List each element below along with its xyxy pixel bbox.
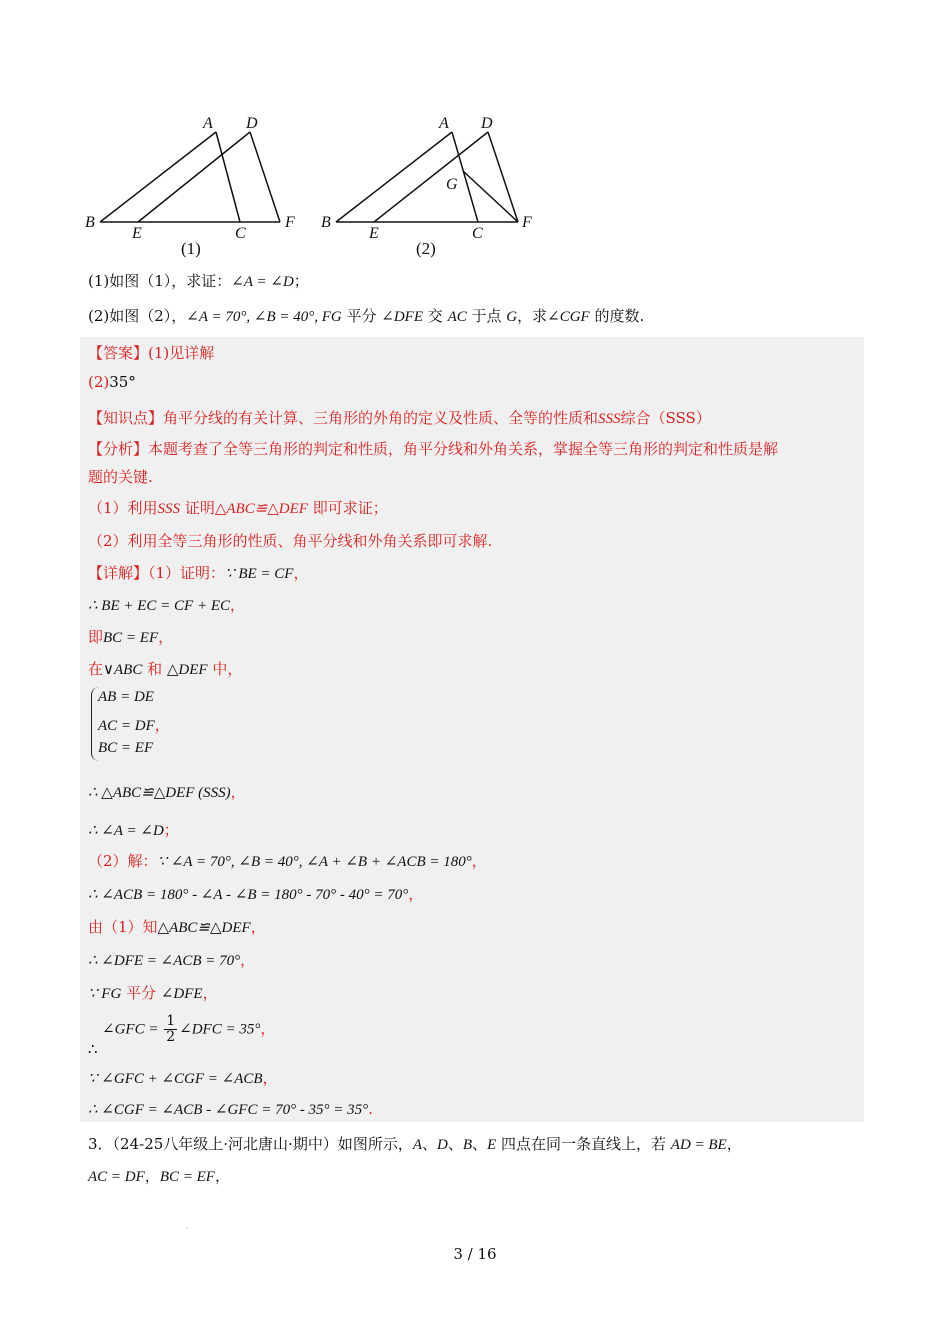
next-q-sep: ， <box>144 1167 160 1185</box>
fig2-segment-BA <box>336 132 452 222</box>
part2-exterior-angle: ∵ ∠GFC + ∠CGF = ∠ACB <box>88 1071 263 1087</box>
next-q-sep: 、 <box>447 1135 463 1153</box>
part2-dfe: ∴ ∠DFE = ∠ACB = 70° <box>88 953 241 969</box>
part2-given: ∵ ∠A = 70°, ∠B = 40°, ∠A + ∠B + ∠ACB = 180° <box>157 854 472 870</box>
part2-l6-tail: ， <box>260 1019 276 1038</box>
detail-l3-tail: 中， <box>207 660 243 678</box>
detail-line-2 <box>88 626 173 647</box>
detail-comma: ， <box>293 564 309 582</box>
part2-l4-tail: ， <box>240 951 256 969</box>
q2-text: 的度数. <box>589 307 645 325</box>
next-q-point-b: B <box>462 1137 473 1153</box>
part2-bisects: 平分 <box>121 984 161 1002</box>
part2-line-7 <box>88 1067 278 1088</box>
fig1-segment-BA <box>100 132 216 222</box>
part2-line-8 <box>88 1100 373 1119</box>
knowledge-tail: 综合（SSS） <box>620 409 711 427</box>
part2-fg: ∵ FG <box>88 986 122 1002</box>
q2-text: 于点 <box>466 307 507 325</box>
q1-suffix: ； <box>293 272 309 290</box>
part2-line-5 <box>88 982 218 1003</box>
step1-congruence: △ABC≌△DEF <box>214 501 308 517</box>
fig2-label-B: B <box>321 214 331 231</box>
analysis-line-1: 【分析】本题考查了全等三角形的判定和性质，角平分线和外角关系，掌握全等三角形的判定和性质是解 <box>88 440 779 458</box>
q1-prefix: (1)如图（1），求证： <box>88 272 232 290</box>
part2-prefix: （2）解： <box>88 852 158 870</box>
fig1-label-A: A <box>203 115 213 132</box>
next-q-sep: 、 <box>472 1135 488 1153</box>
fig1-label-E: E <box>132 225 142 242</box>
answer-part2-label: (2) <box>88 373 110 391</box>
geometry-figures <box>80 108 560 268</box>
analysis-line-2: 题的关键. <box>88 468 153 486</box>
q2-angle-dfe: ∠DFE <box>381 309 424 325</box>
fraction-numerator: 1 <box>166 1013 176 1029</box>
detail-l4-math: ∴ △ABC≌△DEF (SSS) <box>88 785 231 801</box>
next-q-point-d: D <box>437 1137 448 1153</box>
fig1-caption: (1) <box>181 239 201 258</box>
detail-l2-prefix: 即 <box>88 628 104 646</box>
next-q-mid: 四点在同一条直线上，若 <box>496 1135 671 1153</box>
detail-l2-tail: ， <box>158 628 174 646</box>
part2-line-4 <box>88 949 255 970</box>
fig1-segment-ED <box>138 132 250 222</box>
next-question-line-1 <box>88 1133 742 1154</box>
knowledge-sss: SSS <box>598 411 621 427</box>
fig2-label-F: F <box>522 214 532 231</box>
next-q-tail: ， <box>726 1135 742 1153</box>
detail-l4-tail: ， <box>230 783 246 801</box>
analysis-step-1 <box>88 497 388 518</box>
answer-part2-value: 35° <box>109 373 136 391</box>
part2-l3-tail: ， <box>250 918 266 936</box>
part2-acb-calc: ∴ ∠ACB = 180° - ∠A - ∠B = 180° - 70° - 40° = 70° <box>88 887 409 903</box>
part2-l5-tail: ， <box>202 984 218 1002</box>
part2-line-3 <box>88 916 266 937</box>
fig2-caption: (2) <box>416 239 436 258</box>
detail-given: ∵ BE = CF <box>225 566 294 582</box>
figure-1 <box>100 132 280 222</box>
next-q-prefix: 3．（24-25八年级上·河北唐山·期中）如图所示， <box>88 1135 413 1153</box>
part2-gfc: ∠GFC = <box>102 1021 163 1038</box>
question-part-2 <box>88 305 644 326</box>
part2-l3-congruence: △ABC≌△DEF <box>157 920 251 936</box>
fig2-label-D: D <box>481 115 493 132</box>
system-eq-1: AB = DE <box>98 689 154 705</box>
detail-l3-triangle-abc: ∨ABC <box>103 662 143 678</box>
detail-l3-prefix: 在 <box>88 660 104 678</box>
part2-line-1 <box>88 850 487 871</box>
next-q-sep: 、 <box>422 1135 438 1153</box>
part2-l7-tail: ， <box>262 1069 278 1087</box>
part2-line-6 <box>102 1014 275 1045</box>
therefore-symbol: ∴ <box>88 1040 98 1058</box>
fig2-label-A: A <box>439 115 449 132</box>
detail-line-0 <box>88 562 308 583</box>
detail-line-1 <box>88 594 245 615</box>
fig2-label-G: G <box>446 176 458 193</box>
step1-prefix: （1）利用 <box>88 499 158 517</box>
q1-math: ∠A = ∠D <box>231 274 294 290</box>
q2-text: ，求 <box>517 307 548 325</box>
next-q-ad-be: AD = BE <box>670 1137 727 1153</box>
fraction-denominator: 2 <box>166 1029 176 1045</box>
detail-l5-math: ∴ ∠A = ∠D <box>88 823 164 839</box>
detail-l3-mid: 和 <box>142 660 167 678</box>
q2-given-angles: ∠A = 70°, ∠B = 40°, FG <box>186 309 342 325</box>
next-q-point-e: E <box>487 1137 497 1153</box>
next-q-bc-ef: BC = EF <box>159 1169 215 1185</box>
step1-sss: SSS <box>157 501 181 517</box>
fig1-label-B: B <box>85 214 95 231</box>
fig1-label-F: F <box>285 214 295 231</box>
answer-part-2 <box>88 373 136 391</box>
detail-l2-math: BC = EF <box>103 630 159 646</box>
part2-l2-tail: ， <box>408 885 424 903</box>
fig2-label-C: C <box>472 225 483 242</box>
fig1-segment-DF <box>250 132 280 222</box>
q2-angle-cgf: ∠CGF <box>547 309 590 325</box>
detail-l3-triangle-def: △DEF <box>166 662 208 678</box>
answer-label: 【答案】(1)见详解 <box>88 344 215 362</box>
step1-suffix: 即可求证； <box>307 499 388 517</box>
fig1-label-C: C <box>235 225 246 242</box>
system-eq-2-math: AC = DF <box>98 718 155 734</box>
fig2-segment-ED <box>374 132 488 222</box>
fig2-label-E: E <box>369 225 379 242</box>
half-fraction <box>164 1014 177 1045</box>
system-eq-2 <box>98 714 170 735</box>
scan-dot: · <box>186 1224 189 1233</box>
q2-prefix: (2)如图（2）， <box>88 307 187 325</box>
q2-text: 平分 <box>341 307 382 325</box>
knowledge-points <box>88 407 711 428</box>
detail-l1-math: ∴ BE + EC = CF + EC <box>88 598 230 614</box>
part2-l3-prefix: 由（1）知 <box>88 918 158 936</box>
q2-point-g: G <box>506 309 518 325</box>
detail-line-5 <box>88 819 179 840</box>
q2-segment-ac: AC <box>447 309 467 325</box>
next-q-ac-df: AC = DF <box>88 1169 145 1185</box>
fig1-label-D: D <box>246 115 258 132</box>
analysis-step-2: （2）利用全等三角形的性质、角平分线和外角关系即可求解. <box>88 532 493 550</box>
part2-line-2 <box>88 883 423 904</box>
next-q-point-a: A <box>412 1137 422 1153</box>
part2-tail: ， <box>471 852 487 870</box>
figure-2 <box>336 132 518 222</box>
detail-label: 【详解】（1）证明： <box>88 564 226 582</box>
fig1-segment-AC <box>216 132 240 222</box>
part2-angle-dfe: ∠DFE <box>160 986 203 1002</box>
step1-mid: 证明 <box>180 499 215 517</box>
part2-dfc: ∠DFC = 35° <box>179 1021 261 1038</box>
page-number: 3 / 16 <box>453 1245 497 1263</box>
part2-result: ∴ ∠CGF = ∠ACB - ∠GFC = 70° - 35° = 35° <box>88 1102 369 1118</box>
system-eq-3: BC = EF <box>98 740 154 756</box>
question-part-1 <box>88 270 309 291</box>
next-q-tail: ， <box>214 1167 230 1185</box>
detail-l1-tail: ， <box>230 596 246 614</box>
part2-l8-tail: . <box>368 1100 373 1118</box>
next-question-line-2 <box>88 1165 230 1186</box>
detail-l5-tail: ； <box>163 821 179 839</box>
knowledge-text: 【知识点】角平分线的有关计算、三角形的外角的定义及性质、全等的性质和 <box>88 409 599 427</box>
detail-line-3 <box>88 658 242 679</box>
q2-text: 交 <box>423 307 448 325</box>
system-eq-2-tail: ， <box>154 716 170 734</box>
detail-line-4 <box>88 781 246 802</box>
